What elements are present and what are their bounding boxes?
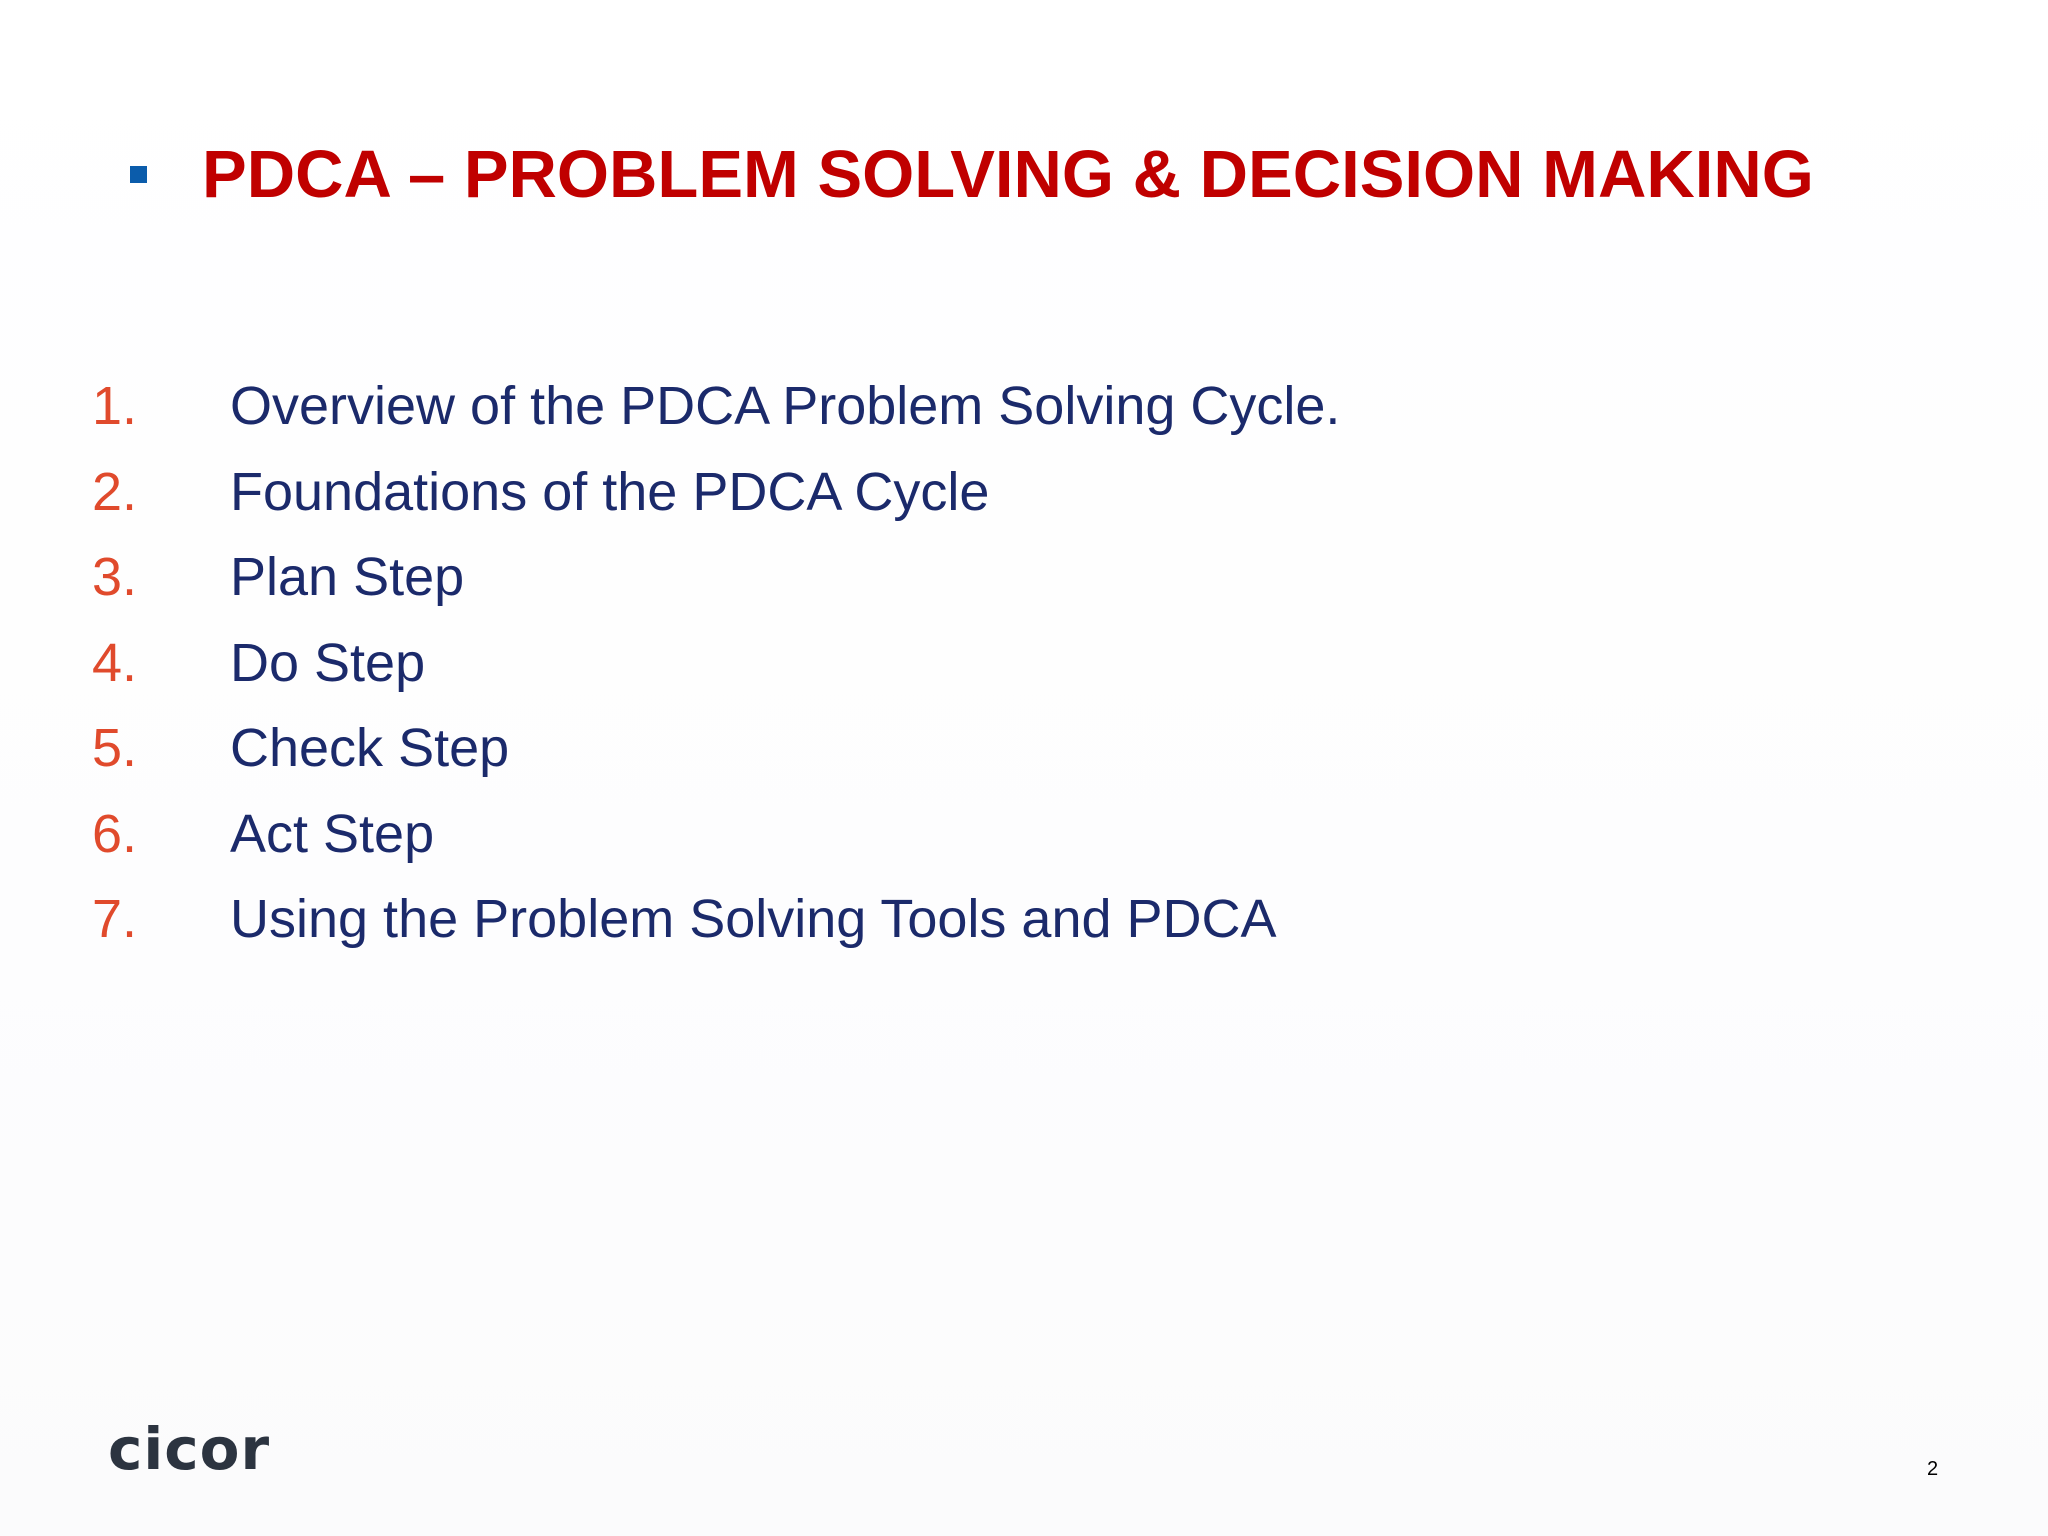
agenda-item-text: Do Step [230,632,426,693]
agenda-item-number: 4. [92,632,138,693]
agenda-list [92,375,1340,974]
title-row [130,136,1814,213]
agenda-item-number: 6. [92,803,138,864]
agenda-item-text: Using the Problem Solving Tools and PDCA [230,889,1277,949]
agenda-item-number: 2. [92,461,138,522]
square-bullet-icon [130,166,147,183]
agenda-item-text: Overview of the PDCA Problem Solving Cycle. [230,376,1341,436]
agenda-item-number: 1. [92,376,138,436]
page-number: 2 [1927,1458,1939,1480]
agenda-item [92,888,1340,974]
agenda-item [92,803,1340,889]
agenda-item-text: Act Step [230,803,435,864]
agenda-item-text: Plan Step [230,547,465,607]
slide-title: PDCA – PROBLEM SOLVING & DECISION MAKING [202,137,1814,212]
agenda-item [92,717,1340,803]
agenda-item-number: 5. [92,718,138,778]
agenda-item [92,461,1340,547]
agenda-item [92,632,1340,718]
agenda-item-text: Foundations of the PDCA Cycle [230,461,990,522]
agenda-item-number: 3. [92,547,138,607]
agenda-item [92,375,1340,461]
agenda-item-number: 7. [92,889,138,949]
agenda-item-text: Check Step [230,718,510,778]
agenda-item [92,546,1340,632]
cicor-logo: cicor [108,1415,271,1483]
